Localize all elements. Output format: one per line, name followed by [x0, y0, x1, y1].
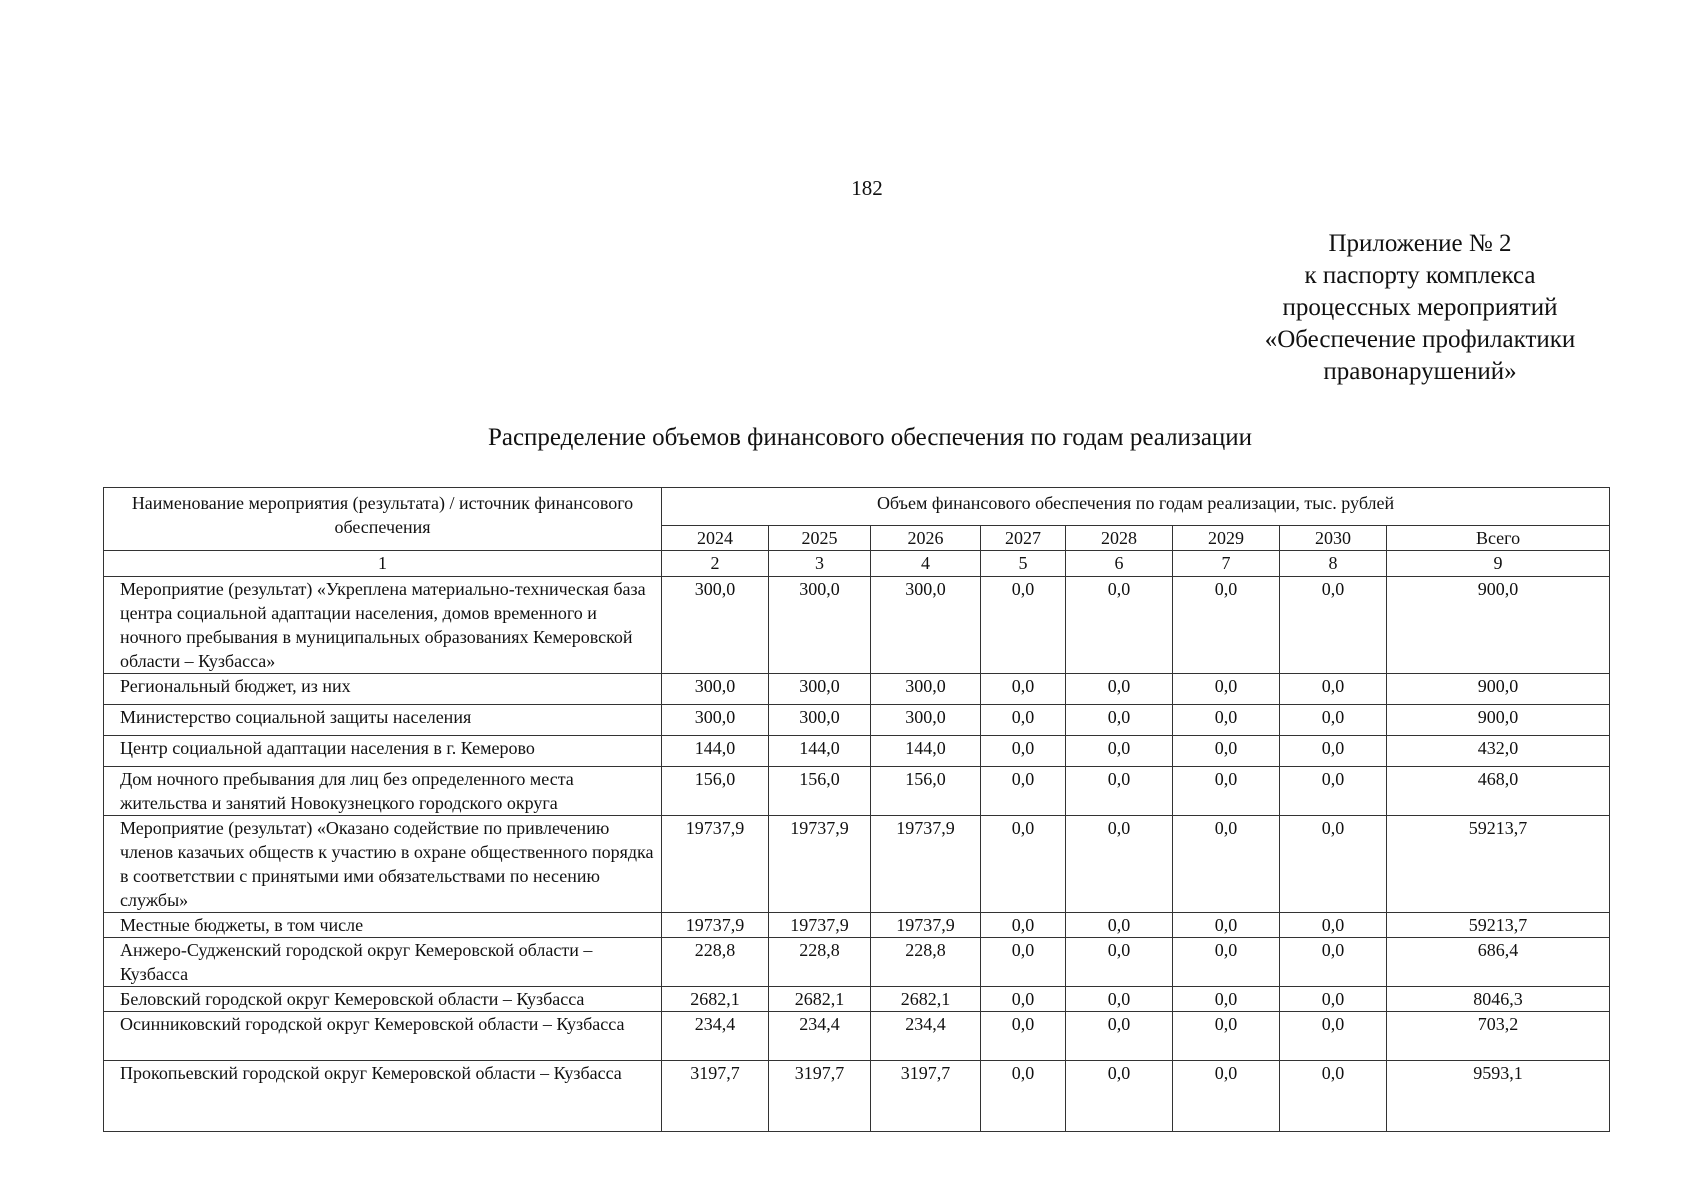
value-cell: 3197,7: [871, 1061, 981, 1132]
financing-table: [103, 487, 1610, 1132]
row-name-cell: Беловский городской округ Кемеровской области – Кузбасса: [104, 987, 662, 1012]
year-header: 2029: [1173, 526, 1280, 551]
row-name-cell: Мероприятие (результат) «Укреплена материально-техническая база центра социальной адаптации населения, домов временного и ночного пребывания в муниципальных образованиях Кемеровской области – Кузбасса»: [104, 577, 662, 674]
value-cell: 0,0: [1066, 674, 1173, 705]
value-cell: 468,0: [1387, 767, 1610, 816]
value-cell: 228,8: [769, 938, 871, 987]
value-cell: 300,0: [662, 577, 769, 674]
value-cell: 59213,7: [1387, 913, 1610, 938]
value-cell: 234,4: [769, 1012, 871, 1061]
appendix-line: «Обеспечение профилактики: [1264, 326, 1576, 353]
value-cell: 228,8: [662, 938, 769, 987]
value-cell: 432,0: [1387, 736, 1610, 767]
value-cell: 0,0: [1280, 1061, 1387, 1132]
column-numbers-row: [104, 551, 1610, 577]
value-cell: 0,0: [1173, 577, 1280, 674]
column-number: 9: [1387, 551, 1610, 577]
value-cell: 19737,9: [662, 816, 769, 913]
value-cell: 59213,7: [1387, 816, 1610, 913]
year-header: 2025: [769, 526, 871, 551]
value-cell: 300,0: [871, 577, 981, 674]
year-header: 2027: [981, 526, 1066, 551]
value-cell: 300,0: [662, 705, 769, 736]
value-cell: 300,0: [871, 705, 981, 736]
value-cell: 2682,1: [769, 987, 871, 1012]
value-cell: 2682,1: [662, 987, 769, 1012]
value-cell: 144,0: [662, 736, 769, 767]
year-header: 2028: [1066, 526, 1173, 551]
value-cell: 8046,3: [1387, 987, 1610, 1012]
value-cell: 144,0: [871, 736, 981, 767]
value-cell: 234,4: [662, 1012, 769, 1061]
value-cell: 0,0: [1280, 577, 1387, 674]
table-row: [104, 736, 1610, 767]
value-cell: 144,0: [769, 736, 871, 767]
value-cell: 300,0: [871, 674, 981, 705]
appendix-line: процессных мероприятий: [1282, 294, 1558, 321]
column-number: 7: [1173, 551, 1280, 577]
value-cell: 0,0: [1280, 1012, 1387, 1061]
document-title: Распределение объемов финансового обеспечения по годам реализации: [487, 424, 1253, 451]
column-number: 1: [104, 551, 662, 577]
value-cell: 0,0: [1173, 1012, 1280, 1061]
value-cell: 0,0: [1066, 1061, 1173, 1132]
table-row: [104, 816, 1610, 913]
value-cell: 0,0: [981, 1061, 1066, 1132]
value-cell: 0,0: [1066, 1012, 1173, 1061]
row-name-cell: Осинниковский городской округ Кемеровской области – Кузбасса: [104, 1012, 662, 1061]
value-cell: 300,0: [662, 674, 769, 705]
value-cell: 0,0: [1066, 736, 1173, 767]
value-cell: 0,0: [1173, 767, 1280, 816]
year-header: Всего: [1387, 526, 1610, 551]
column-number: 5: [981, 551, 1066, 577]
table-row: [104, 1012, 1610, 1061]
row-name-cell: Прокопьевский городской округ Кемеровской области – Кузбасса: [104, 1061, 662, 1132]
table-row: [104, 938, 1610, 987]
value-cell: 300,0: [769, 705, 871, 736]
appendix-heading: [1190, 228, 1650, 388]
value-cell: 228,8: [871, 938, 981, 987]
value-cell: 0,0: [981, 938, 1066, 987]
value-cell: 0,0: [1066, 987, 1173, 1012]
value-cell: 0,0: [981, 987, 1066, 1012]
year-header: 2030: [1280, 526, 1387, 551]
row-name-cell: Местные бюджеты, в том числе: [104, 913, 662, 938]
row-name-cell: Дом ночного пребывания для лиц без определенного места жительства и занятий Новокузнецкого городского округа: [104, 767, 662, 816]
column-number: 4: [871, 551, 981, 577]
row-name-cell: Мероприятие (результат) «Оказано содействие по привлечению членов казачьих обществ к участию в охране общественного порядка в соответствии с принятыми ими обязательствами по несению службы»: [104, 816, 662, 913]
value-cell: 0,0: [1173, 1061, 1280, 1132]
row-name-cell: Анжеро-Судженский городской округ Кемеровской области – Кузбасса: [104, 938, 662, 987]
value-cell: 0,0: [1173, 987, 1280, 1012]
value-cell: 900,0: [1387, 705, 1610, 736]
column-number: 2: [662, 551, 769, 577]
value-cell: 3197,7: [662, 1061, 769, 1132]
value-cell: 0,0: [1280, 767, 1387, 816]
table-row: [104, 767, 1610, 816]
value-cell: 156,0: [662, 767, 769, 816]
value-cell: 0,0: [1173, 674, 1280, 705]
value-cell: 900,0: [1387, 577, 1610, 674]
header-volume-cell: Объем финансового обеспечения по годам реализации, тыс. рублей: [662, 488, 1610, 526]
value-cell: 9593,1: [1387, 1061, 1610, 1132]
value-cell: 0,0: [1066, 577, 1173, 674]
value-cell: 0,0: [981, 1012, 1066, 1061]
value-cell: 0,0: [1173, 816, 1280, 913]
value-cell: 0,0: [1066, 816, 1173, 913]
value-cell: 0,0: [981, 816, 1066, 913]
value-cell: 0,0: [1066, 938, 1173, 987]
header-name-cell: Наименование мероприятия (результата) / источник финансового обеспечения: [104, 488, 662, 551]
value-cell: 0,0: [1280, 816, 1387, 913]
value-cell: 0,0: [1066, 767, 1173, 816]
row-name-cell: Центр социальной адаптации населения в г. Кемерово: [104, 736, 662, 767]
table-row: [104, 1061, 1610, 1132]
value-cell: 0,0: [1066, 705, 1173, 736]
value-cell: 0,0: [981, 674, 1066, 705]
value-cell: 0,0: [1173, 938, 1280, 987]
value-cell: 234,4: [871, 1012, 981, 1061]
value-cell: 3197,7: [769, 1061, 871, 1132]
value-cell: 0,0: [1066, 913, 1173, 938]
value-cell: 0,0: [1280, 913, 1387, 938]
value-cell: 0,0: [981, 736, 1066, 767]
value-cell: 19737,9: [769, 816, 871, 913]
row-name-cell: Региональный бюджет, из них: [104, 674, 662, 705]
value-cell: 19737,9: [662, 913, 769, 938]
value-cell: 2682,1: [871, 987, 981, 1012]
page-number: 182: [851, 176, 883, 200]
value-cell: 0,0: [981, 913, 1066, 938]
column-number: 3: [769, 551, 871, 577]
value-cell: 19737,9: [769, 913, 871, 938]
value-cell: 19737,9: [871, 913, 981, 938]
table-row: [104, 913, 1610, 938]
value-cell: 703,2: [1387, 1012, 1610, 1061]
value-cell: 156,0: [769, 767, 871, 816]
appendix-line: правонарушений»: [1323, 358, 1517, 385]
value-cell: 0,0: [1173, 736, 1280, 767]
value-cell: 0,0: [1280, 938, 1387, 987]
value-cell: 0,0: [1280, 736, 1387, 767]
table-row: [104, 705, 1610, 736]
value-cell: 156,0: [871, 767, 981, 816]
value-cell: 0,0: [1280, 674, 1387, 705]
value-cell: 0,0: [981, 767, 1066, 816]
value-cell: 0,0: [1173, 913, 1280, 938]
value-cell: 0,0: [1280, 987, 1387, 1012]
year-header: 2026: [871, 526, 981, 551]
value-cell: 300,0: [769, 577, 871, 674]
value-cell: 300,0: [769, 674, 871, 705]
table-row: [104, 577, 1610, 674]
column-number: 8: [1280, 551, 1387, 577]
value-cell: 900,0: [1387, 674, 1610, 705]
value-cell: 0,0: [1280, 705, 1387, 736]
value-cell: 0,0: [981, 577, 1066, 674]
year-header: 2024: [662, 526, 769, 551]
table-row: [104, 987, 1610, 1012]
value-cell: 0,0: [1173, 705, 1280, 736]
row-name-cell: Министерство социальной защиты населения: [104, 705, 662, 736]
appendix-line: Приложение № 2: [1328, 230, 1512, 257]
value-cell: 0,0: [981, 705, 1066, 736]
header-row: [104, 488, 1610, 526]
table-row: [104, 674, 1610, 705]
value-cell: 686,4: [1387, 938, 1610, 987]
value-cell: 19737,9: [871, 816, 981, 913]
column-number: 6: [1066, 551, 1173, 577]
appendix-line: к паспорту комплекса: [1304, 262, 1536, 289]
